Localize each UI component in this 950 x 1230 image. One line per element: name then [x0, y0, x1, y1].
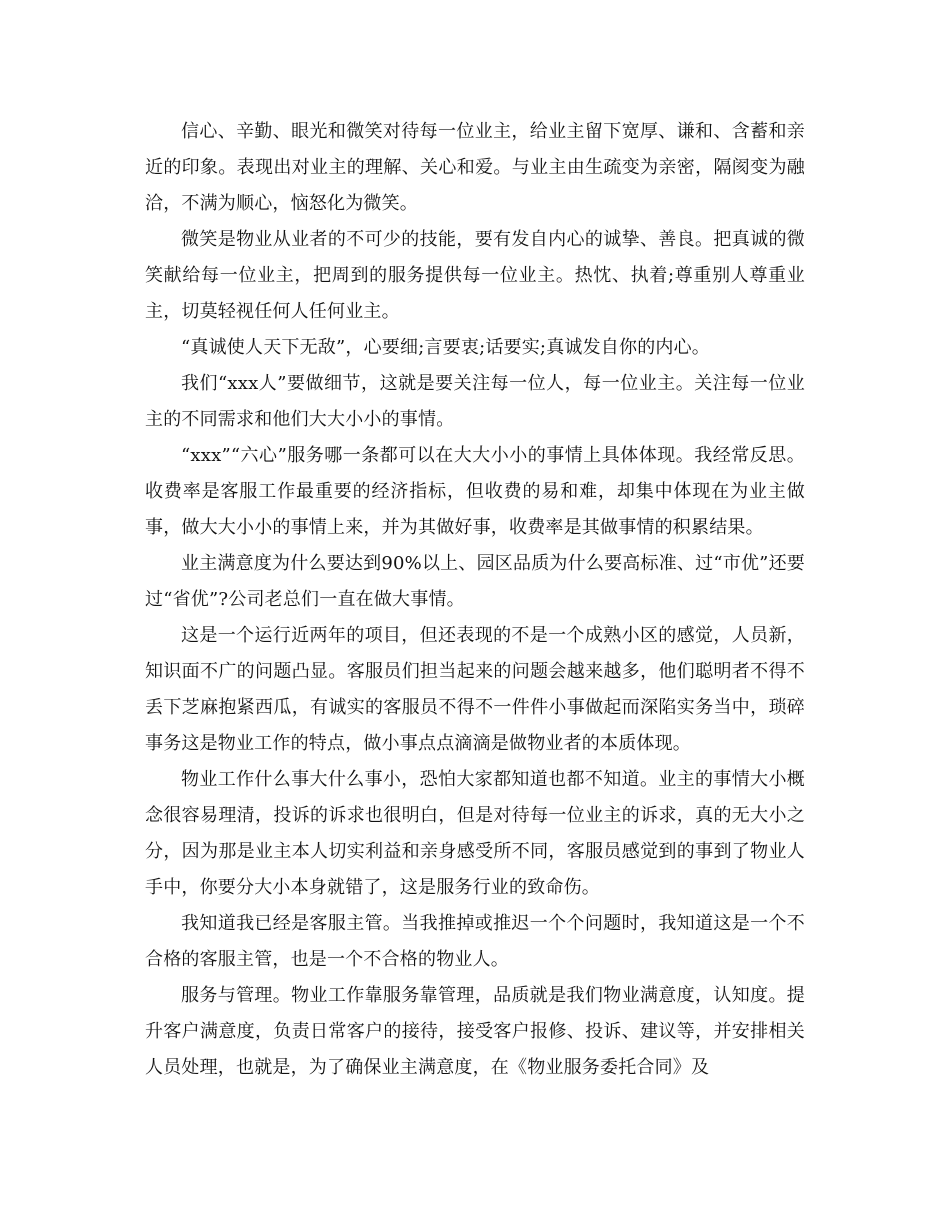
paragraph: 微笑是物业从业者的不可少的技能，要有发自内心的诚挚、善良。把真诚的微笑献给每一位业主，把周到的服务提供每一位业主。热忱、执着;尊重别人尊重业主，切莫轻视任何人任何业主。 — [145, 229, 805, 322]
document-body — [145, 114, 805, 1086]
paragraph: 信心、辛勤、眼光和微笑对待每一位业主，给业主留下宽厚、谦和、含蓄和亲近的印象。表现出对业主的理解、关心和爱。与业主由生疏变为亲密，隔阂变为融洽，不满为顺心，恼怒化为微笑。 — [145, 121, 805, 214]
paragraph: 物业工作什么事大什么事小，恐怕大家都知道也都不知道。业主的事情大小概念很容易理清，投诉的诉求也很明白，但是对待每一位业主的诉求，真的无大小之分，因为那是业主本人切实利益和亲身感受所不同，客服员感觉到的事到了物业人手中，你要分大小本身就错了，这是服务行业的致命伤。 — [145, 769, 805, 898]
paragraph: 我知道我已经是客服主管。当我推掉或推迟一个个问题时，我知道这是一个不合格的客服主管，也是一个不合格的物业人。 — [145, 913, 805, 970]
paragraph: 业主满意度为什么要达到90%以上、园区品质为什么要高标准、过“市优”还要过“省优”?公司老总们一直在做大事情。 — [145, 553, 805, 610]
paragraph: “真诚使人天下无敌”，心要细;言要衷;话要实;真诚发自你的内心。 — [181, 337, 710, 358]
paragraph: 我们“xxx人”要做细节，这就是要关注每一位人，每一位业主。关注每一位业主的不同需求和他们大大小小的事情。 — [145, 373, 805, 430]
paragraph: 服务与管理。物业工作靠服务靠管理，品质就是我们物业满意度，认知度。提升客户满意度，负责日常客户的接待，接受客户报修、投诉、建议等，并安排相关人员处理，也就是，为了确保业主满意度，在《物业服务委托合同》及 — [145, 985, 805, 1078]
paragraph: “xxx”“六心”服务哪一条都可以在大大小小的事情上具体体现。我经常反思。收费率是客服工作最重要的经济指标，但收费的易和难，却集中体现在为业主做事，做大大小小的事情上来，并为其做好事，收费率是其做事情的积累结果。 — [145, 445, 805, 538]
paragraph: 这是一个运行近两年的项目，但还表现的不是一个成熟小区的感觉，人员新，知识面不广的问题凸显。客服员们担当起来的问题会越来越多，他们聪明者不得不丢下芝麻抱紧西瓜，有诚实的客服员不得不一件件小事做起而深陷实务当中，琐碎事务这是物业工作的特点，做小事点点滴滴是做物业者的本质体现。 — [145, 625, 805, 754]
